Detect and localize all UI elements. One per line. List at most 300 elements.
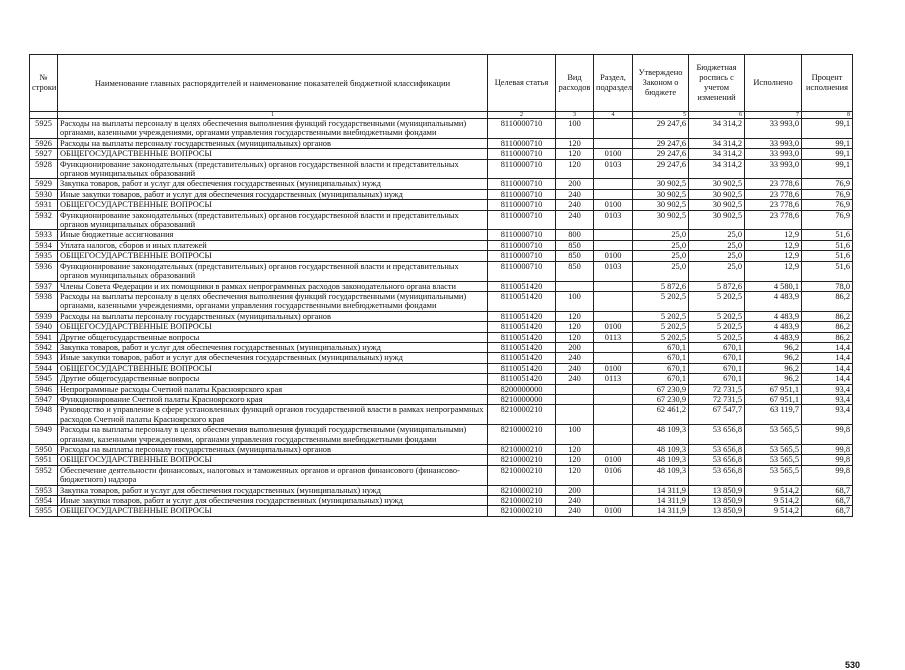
row-approved-cell: 29 247,6 bbox=[633, 119, 689, 139]
table-row bbox=[30, 394, 853, 404]
row-expense-type-cell: 240 bbox=[556, 496, 594, 506]
table-row bbox=[30, 332, 853, 342]
table-row bbox=[30, 353, 853, 363]
row-schedule-cell: 53 656,8 bbox=[689, 465, 745, 485]
row-executed-cell: 63 119,7 bbox=[745, 405, 802, 425]
row-percent-cell: 93,4 bbox=[802, 394, 853, 404]
row-expense-type-cell: 800 bbox=[556, 230, 594, 240]
table-row bbox=[30, 179, 853, 189]
row-percent-cell: 51,6 bbox=[802, 240, 853, 250]
row-number-cell: 5925 bbox=[30, 119, 58, 139]
row-section-cell: 0103 bbox=[594, 210, 633, 230]
row-approved-cell: 30 902,5 bbox=[633, 200, 689, 210]
row-schedule-cell: 34 314,2 bbox=[689, 159, 745, 179]
row-number-cell: 5947 bbox=[30, 394, 58, 404]
row-expense-type-cell: 240 bbox=[556, 353, 594, 363]
row-section-cell bbox=[594, 240, 633, 250]
row-schedule-cell: 5 872,6 bbox=[689, 281, 745, 291]
row-schedule-cell: 53 656,8 bbox=[689, 445, 745, 455]
row-schedule-cell: 670,1 bbox=[689, 363, 745, 373]
row-approved-cell: 14 311,9 bbox=[633, 485, 689, 495]
column-number: 8 bbox=[802, 112, 853, 119]
row-percent-cell: 99,8 bbox=[802, 425, 853, 445]
row-approved-cell: 5 202,5 bbox=[633, 332, 689, 342]
row-percent-cell: 14,4 bbox=[802, 374, 853, 384]
row-number-cell: 5944 bbox=[30, 363, 58, 373]
row-approved-cell: 25,0 bbox=[633, 251, 689, 261]
table-row bbox=[30, 465, 853, 485]
row-schedule-cell: 53 656,8 bbox=[689, 425, 745, 445]
row-target-article-cell: 8110051420 bbox=[488, 353, 556, 363]
row-approved-cell: 25,0 bbox=[633, 240, 689, 250]
table-row bbox=[30, 138, 853, 148]
row-section-cell: 0100 bbox=[594, 149, 633, 159]
row-schedule-cell: 670,1 bbox=[689, 353, 745, 363]
table-row bbox=[30, 506, 853, 516]
row-target-article-cell: 8110000710 bbox=[488, 179, 556, 189]
row-target-article-cell: 8110000710 bbox=[488, 138, 556, 148]
row-number-cell: 5932 bbox=[30, 210, 58, 230]
row-expense-type-cell bbox=[556, 394, 594, 404]
row-schedule-cell: 25,0 bbox=[689, 240, 745, 250]
column-number: 2 bbox=[488, 112, 556, 119]
row-approved-cell: 5 872,6 bbox=[633, 281, 689, 291]
column-number-row bbox=[30, 112, 853, 119]
row-name-cell: Функционирование Счетной палаты Красноярского края bbox=[58, 394, 488, 404]
row-number-cell: 5929 bbox=[30, 179, 58, 189]
row-section-cell bbox=[594, 230, 633, 240]
row-approved-cell: 670,1 bbox=[633, 342, 689, 352]
row-name-cell: Функционирование законодательных (представительных) органов государственной власти и представительных органов муниципальных образований bbox=[58, 261, 488, 281]
row-percent-cell: 76,9 bbox=[802, 179, 853, 189]
row-target-article-cell: 8110051420 bbox=[488, 342, 556, 352]
row-target-article-cell: 8200000000 bbox=[488, 384, 556, 394]
row-target-article-cell: 8110051420 bbox=[488, 363, 556, 373]
row-section-cell bbox=[594, 311, 633, 321]
row-number-cell: 5946 bbox=[30, 384, 58, 394]
row-number-cell: 5926 bbox=[30, 138, 58, 148]
row-percent-cell: 99,1 bbox=[802, 159, 853, 179]
table-row bbox=[30, 281, 853, 291]
row-section-cell bbox=[594, 384, 633, 394]
row-executed-cell: 4 483,9 bbox=[745, 311, 802, 321]
row-executed-cell: 12,9 bbox=[745, 240, 802, 250]
row-executed-cell: 4 483,9 bbox=[745, 332, 802, 342]
table-row bbox=[30, 363, 853, 373]
row-percent-cell: 99,1 bbox=[802, 138, 853, 148]
row-name-cell: ОБЩЕГОСУДАРСТВЕННЫЕ ВОПРОСЫ bbox=[58, 322, 488, 332]
row-expense-type-cell: 120 bbox=[556, 138, 594, 148]
table-row bbox=[30, 425, 853, 445]
row-approved-cell: 670,1 bbox=[633, 374, 689, 384]
table-row bbox=[30, 149, 853, 159]
row-target-article-cell: 8110000710 bbox=[488, 159, 556, 179]
row-target-article-cell: 8110000710 bbox=[488, 230, 556, 240]
row-expense-type-cell: 120 bbox=[556, 332, 594, 342]
table-row bbox=[30, 251, 853, 261]
row-schedule-cell: 5 202,5 bbox=[689, 322, 745, 332]
header-percent: Процент исполнения bbox=[802, 55, 853, 112]
row-number-cell: 5928 bbox=[30, 159, 58, 179]
row-percent-cell: 99,1 bbox=[802, 149, 853, 159]
row-schedule-cell: 13 850,9 bbox=[689, 485, 745, 495]
row-target-article-cell: 8110000710 bbox=[488, 189, 556, 199]
row-name-cell: Расходы на выплаты персоналу в целях обеспечения выполнения функций государственными (муниципальными) органами, казенными учреждениями, органами управления государственными внебюджетными фондами bbox=[58, 291, 488, 311]
budget-table bbox=[29, 54, 853, 517]
row-approved-cell: 30 902,5 bbox=[633, 179, 689, 189]
row-percent-cell: 86,2 bbox=[802, 291, 853, 311]
row-section-cell bbox=[594, 405, 633, 425]
row-name-cell: ОБЩЕГОСУДАРСТВЕННЫЕ ВОПРОСЫ bbox=[58, 455, 488, 465]
row-name-cell: Функционирование законодательных (представительных) органов государственной власти и представительных органов муниципальных образований bbox=[58, 210, 488, 230]
row-section-cell: 0100 bbox=[594, 200, 633, 210]
row-percent-cell: 51,6 bbox=[802, 251, 853, 261]
row-percent-cell: 93,4 bbox=[802, 384, 853, 394]
row-executed-cell: 33 993,0 bbox=[745, 159, 802, 179]
row-schedule-cell: 25,0 bbox=[689, 251, 745, 261]
row-approved-cell: 670,1 bbox=[633, 353, 689, 363]
table-row bbox=[30, 189, 853, 199]
row-number-cell: 5943 bbox=[30, 353, 58, 363]
row-expense-type-cell bbox=[556, 384, 594, 394]
row-approved-cell: 48 109,3 bbox=[633, 425, 689, 445]
row-name-cell: ОБЩЕГОСУДАРСТВЕННЫЕ ВОПРОСЫ bbox=[58, 363, 488, 373]
row-section-cell: 0106 bbox=[594, 465, 633, 485]
row-target-article-cell: 8210000210 bbox=[488, 405, 556, 425]
table-row bbox=[30, 119, 853, 139]
row-expense-type-cell: 200 bbox=[556, 179, 594, 189]
row-target-article-cell: 8110051420 bbox=[488, 332, 556, 342]
row-name-cell: Непрограммные расходы Счетной палаты Красноярского края bbox=[58, 384, 488, 394]
row-target-article-cell: 8110051420 bbox=[488, 281, 556, 291]
row-expense-type-cell: 120 bbox=[556, 445, 594, 455]
row-approved-cell: 48 109,3 bbox=[633, 455, 689, 465]
row-schedule-cell: 5 202,5 bbox=[689, 291, 745, 311]
table-row bbox=[30, 291, 853, 311]
row-expense-type-cell: 120 bbox=[556, 311, 594, 321]
row-number-cell: 5949 bbox=[30, 425, 58, 445]
table-row bbox=[30, 210, 853, 230]
row-approved-cell: 14 311,9 bbox=[633, 496, 689, 506]
row-approved-cell: 29 247,6 bbox=[633, 159, 689, 179]
row-number-cell: 5942 bbox=[30, 342, 58, 352]
row-executed-cell: 4 483,9 bbox=[745, 291, 802, 311]
budget-report-page bbox=[29, 54, 861, 670]
row-expense-type-cell: 850 bbox=[556, 240, 594, 250]
row-section-cell bbox=[594, 425, 633, 445]
row-number-cell: 5931 bbox=[30, 200, 58, 210]
row-number-cell: 5948 bbox=[30, 405, 58, 425]
row-schedule-cell: 670,1 bbox=[689, 374, 745, 384]
row-name-cell: Расходы на выплаты персоналу государственных (муниципальных) органов bbox=[58, 311, 488, 321]
row-executed-cell: 23 778,6 bbox=[745, 179, 802, 189]
row-executed-cell: 33 993,0 bbox=[745, 119, 802, 139]
row-executed-cell: 67 951,1 bbox=[745, 394, 802, 404]
row-target-article-cell: 8110000710 bbox=[488, 240, 556, 250]
row-number-cell: 5951 bbox=[30, 455, 58, 465]
row-target-article-cell: 8210000210 bbox=[488, 485, 556, 495]
row-name-cell: Функционирование законодательных (представительных) органов государственной власти и представительных органов муниципальных образований bbox=[58, 159, 488, 179]
row-number-cell: 5936 bbox=[30, 261, 58, 281]
row-target-article-cell: 8210000210 bbox=[488, 445, 556, 455]
table-row bbox=[30, 200, 853, 210]
row-approved-cell: 5 202,5 bbox=[633, 322, 689, 332]
row-expense-type-cell: 240 bbox=[556, 210, 594, 230]
row-approved-cell: 14 311,9 bbox=[633, 506, 689, 516]
row-target-article-cell: 8110000710 bbox=[488, 200, 556, 210]
row-name-cell: Другие общегосударственные вопросы bbox=[58, 374, 488, 384]
row-executed-cell: 9 514,2 bbox=[745, 506, 802, 516]
row-number-cell: 5930 bbox=[30, 189, 58, 199]
column-number: 5 bbox=[633, 112, 689, 119]
row-executed-cell: 33 993,0 bbox=[745, 138, 802, 148]
row-approved-cell: 29 247,6 bbox=[633, 149, 689, 159]
table-header bbox=[30, 55, 853, 119]
row-percent-cell: 68,7 bbox=[802, 506, 853, 516]
column-number: 1 bbox=[58, 112, 488, 119]
row-expense-type-cell: 240 bbox=[556, 506, 594, 516]
row-schedule-cell: 67 547,7 bbox=[689, 405, 745, 425]
table-row bbox=[30, 445, 853, 455]
row-name-cell: Расходы на выплаты персоналу в целях обеспечения выполнения функций государственными (муниципальными) органами, казенными учреждениями, органами управления государственными внебюджетными фондами bbox=[58, 425, 488, 445]
row-number-cell: 5939 bbox=[30, 311, 58, 321]
row-executed-cell: 96,2 bbox=[745, 374, 802, 384]
row-percent-cell: 93,4 bbox=[802, 405, 853, 425]
row-approved-cell: 67 230,9 bbox=[633, 384, 689, 394]
row-executed-cell: 53 565,5 bbox=[745, 445, 802, 455]
row-name-cell: Иные закупки товаров, работ и услуг для обеспечения государственных (муниципальных) нужд bbox=[58, 189, 488, 199]
row-name-cell: ОБЩЕГОСУДАРСТВЕННЫЕ ВОПРОСЫ bbox=[58, 506, 488, 516]
row-approved-cell: 5 202,5 bbox=[633, 311, 689, 321]
row-name-cell: Закупка товаров, работ и услуг для обеспечения государственных (муниципальных) нужд bbox=[58, 342, 488, 352]
row-percent-cell: 99,8 bbox=[802, 445, 853, 455]
row-section-cell: 0100 bbox=[594, 455, 633, 465]
row-section-cell: 0113 bbox=[594, 332, 633, 342]
row-schedule-cell: 72 731,5 bbox=[689, 394, 745, 404]
row-number-cell: 5938 bbox=[30, 291, 58, 311]
row-schedule-cell: 5 202,5 bbox=[689, 332, 745, 342]
column-number: 6 bbox=[689, 112, 745, 119]
row-name-cell: Иные закупки товаров, работ и услуг для обеспечения государственных (муниципальных) нужд bbox=[58, 496, 488, 506]
row-schedule-cell: 25,0 bbox=[689, 261, 745, 281]
row-target-article-cell: 8110051420 bbox=[488, 291, 556, 311]
row-target-article-cell: 8110051420 bbox=[488, 311, 556, 321]
row-approved-cell: 30 902,5 bbox=[633, 210, 689, 230]
row-section-cell: 0103 bbox=[594, 261, 633, 281]
row-expense-type-cell: 120 bbox=[556, 465, 594, 485]
row-executed-cell: 9 514,2 bbox=[745, 485, 802, 495]
row-schedule-cell: 5 202,5 bbox=[689, 311, 745, 321]
row-name-cell: Руководство и управление в сфере установленных функций органов государственной власти в рамках непрограммных расходов Счетной палаты Красноярского края bbox=[58, 405, 488, 425]
row-section-cell bbox=[594, 291, 633, 311]
row-target-article-cell: 8110000710 bbox=[488, 210, 556, 230]
row-expense-type-cell: 120 bbox=[556, 455, 594, 465]
row-schedule-cell: 53 656,8 bbox=[689, 455, 745, 465]
row-number-cell: 5952 bbox=[30, 465, 58, 485]
row-schedule-cell: 30 902,5 bbox=[689, 200, 745, 210]
column-number: 3 bbox=[556, 112, 594, 119]
row-approved-cell: 30 902,5 bbox=[633, 189, 689, 199]
row-executed-cell: 23 778,6 bbox=[745, 200, 802, 210]
row-name-cell: ОБЩЕГОСУДАРСТВЕННЫЕ ВОПРОСЫ bbox=[58, 200, 488, 210]
header-row-no: № строки bbox=[30, 55, 58, 112]
table-row bbox=[30, 485, 853, 495]
row-section-cell bbox=[594, 189, 633, 199]
row-number-cell: 5953 bbox=[30, 485, 58, 495]
table-row bbox=[30, 261, 853, 281]
row-executed-cell: 4 580,1 bbox=[745, 281, 802, 291]
row-schedule-cell: 34 314,2 bbox=[689, 149, 745, 159]
row-executed-cell: 12,9 bbox=[745, 261, 802, 281]
row-expense-type-cell: 240 bbox=[556, 374, 594, 384]
row-target-article-cell: 8110000710 bbox=[488, 149, 556, 159]
row-section-cell bbox=[594, 281, 633, 291]
row-percent-cell: 68,7 bbox=[802, 485, 853, 495]
row-expense-type-cell: 240 bbox=[556, 189, 594, 199]
header-approved: Утверждено Законом о бюджете bbox=[633, 55, 689, 112]
row-section-cell bbox=[594, 119, 633, 139]
table-row bbox=[30, 374, 853, 384]
row-percent-cell: 99,8 bbox=[802, 465, 853, 485]
row-executed-cell: 53 565,5 bbox=[745, 425, 802, 445]
row-executed-cell: 53 565,5 bbox=[745, 465, 802, 485]
column-number bbox=[30, 112, 58, 119]
table-row bbox=[30, 405, 853, 425]
row-schedule-cell: 34 314,2 bbox=[689, 138, 745, 148]
row-executed-cell: 96,2 bbox=[745, 342, 802, 352]
row-percent-cell: 78,0 bbox=[802, 281, 853, 291]
row-executed-cell: 9 514,2 bbox=[745, 496, 802, 506]
row-section-cell: 0100 bbox=[594, 251, 633, 261]
row-number-cell: 5955 bbox=[30, 506, 58, 516]
row-name-cell: Члены Совета Федерации и их помощники в рамках непрограммных расходов законодательного органа власти bbox=[58, 281, 488, 291]
row-name-cell: Расходы на выплаты персоналу государственных (муниципальных) органов bbox=[58, 445, 488, 455]
row-schedule-cell: 30 902,5 bbox=[689, 189, 745, 199]
row-executed-cell: 33 993,0 bbox=[745, 149, 802, 159]
row-percent-cell: 86,2 bbox=[802, 322, 853, 332]
row-section-cell bbox=[594, 179, 633, 189]
row-number-cell: 5945 bbox=[30, 374, 58, 384]
row-percent-cell: 76,9 bbox=[802, 210, 853, 230]
header-target-article: Целевая статья bbox=[488, 55, 556, 112]
row-name-cell: Обеспечение деятельности финансовых, налоговых и таможенных органов и органов финансового (финансово-бюджетного) надзора bbox=[58, 465, 488, 485]
row-target-article-cell: 8110051420 bbox=[488, 374, 556, 384]
row-percent-cell: 99,1 bbox=[802, 119, 853, 139]
row-section-cell bbox=[594, 445, 633, 455]
row-target-article-cell: 8110051420 bbox=[488, 322, 556, 332]
row-number-cell: 5937 bbox=[30, 281, 58, 291]
row-executed-cell: 53 565,5 bbox=[745, 455, 802, 465]
table-row bbox=[30, 159, 853, 179]
row-number-cell: 5927 bbox=[30, 149, 58, 159]
row-schedule-cell: 13 850,9 bbox=[689, 506, 745, 516]
row-approved-cell: 62 461,2 bbox=[633, 405, 689, 425]
row-expense-type-cell: 240 bbox=[556, 363, 594, 373]
row-executed-cell: 4 483,9 bbox=[745, 322, 802, 332]
row-expense-type-cell: 100 bbox=[556, 291, 594, 311]
row-target-article-cell: 8110000710 bbox=[488, 261, 556, 281]
table-row bbox=[30, 311, 853, 321]
row-target-article-cell: 8210000210 bbox=[488, 496, 556, 506]
table-row bbox=[30, 342, 853, 352]
row-approved-cell: 48 109,3 bbox=[633, 445, 689, 455]
row-approved-cell: 25,0 bbox=[633, 230, 689, 240]
row-percent-cell: 51,6 bbox=[802, 230, 853, 240]
row-section-cell: 0100 bbox=[594, 322, 633, 332]
row-target-article-cell: 8210000210 bbox=[488, 455, 556, 465]
row-name-cell: Иные закупки товаров, работ и услуг для обеспечения государственных (муниципальных) нужд bbox=[58, 353, 488, 363]
row-name-cell: Иные бюджетные ассигнования bbox=[58, 230, 488, 240]
row-executed-cell: 96,2 bbox=[745, 363, 802, 373]
row-name-cell: Уплата налогов, сборов и иных платежей bbox=[58, 240, 488, 250]
row-approved-cell: 48 109,3 bbox=[633, 465, 689, 485]
row-executed-cell: 96,2 bbox=[745, 353, 802, 363]
table-row bbox=[30, 384, 853, 394]
row-target-article-cell: 8210000000 bbox=[488, 394, 556, 404]
row-number-cell: 5941 bbox=[30, 332, 58, 342]
row-number-cell: 5935 bbox=[30, 251, 58, 261]
row-target-article-cell: 8210000210 bbox=[488, 506, 556, 516]
row-percent-cell: 76,9 bbox=[802, 200, 853, 210]
row-target-article-cell: 8210000210 bbox=[488, 465, 556, 485]
row-name-cell: Закупка товаров, работ и услуг для обеспечения государственных (муниципальных) нужд bbox=[58, 179, 488, 189]
row-number-cell: 5940 bbox=[30, 322, 58, 332]
row-schedule-cell: 670,1 bbox=[689, 342, 745, 352]
row-target-article-cell: 8210000210 bbox=[488, 425, 556, 445]
row-schedule-cell: 72 731,5 bbox=[689, 384, 745, 394]
row-percent-cell: 14,4 bbox=[802, 353, 853, 363]
row-target-article-cell: 8110000710 bbox=[488, 251, 556, 261]
row-number-cell: 5934 bbox=[30, 240, 58, 250]
row-expense-type-cell: 100 bbox=[556, 119, 594, 139]
row-approved-cell: 670,1 bbox=[633, 363, 689, 373]
row-expense-type-cell: 200 bbox=[556, 342, 594, 352]
row-section-cell: 0100 bbox=[594, 506, 633, 516]
row-expense-type-cell bbox=[556, 281, 594, 291]
row-expense-type-cell: 120 bbox=[556, 159, 594, 179]
header-expense-type: Вид расходов bbox=[556, 55, 594, 112]
row-expense-type-cell: 200 bbox=[556, 485, 594, 495]
row-expense-type-cell: 850 bbox=[556, 261, 594, 281]
table-row bbox=[30, 240, 853, 250]
row-name-cell: Расходы на выплаты персоналу государственных (муниципальных) органов bbox=[58, 138, 488, 148]
header-schedule: Бюджетная роспись с учетом изменений bbox=[689, 55, 745, 112]
row-percent-cell: 86,2 bbox=[802, 311, 853, 321]
table-row bbox=[30, 322, 853, 332]
row-expense-type-cell: 100 bbox=[556, 425, 594, 445]
row-approved-cell: 29 247,6 bbox=[633, 138, 689, 148]
row-percent-cell: 86,2 bbox=[802, 332, 853, 342]
page-number: 530 bbox=[845, 660, 861, 670]
row-schedule-cell: 30 902,5 bbox=[689, 179, 745, 189]
row-approved-cell: 25,0 bbox=[633, 261, 689, 281]
row-percent-cell: 51,6 bbox=[802, 261, 853, 281]
row-section-cell bbox=[594, 353, 633, 363]
row-section-cell bbox=[594, 342, 633, 352]
row-number-cell: 5954 bbox=[30, 496, 58, 506]
header-executed: Исполнено bbox=[745, 55, 802, 112]
row-name-cell: Закупка товаров, работ и услуг для обеспечения государственных (муниципальных) нужд bbox=[58, 485, 488, 495]
row-schedule-cell: 30 902,5 bbox=[689, 210, 745, 230]
row-percent-cell: 99,8 bbox=[802, 455, 853, 465]
row-section-cell bbox=[594, 496, 633, 506]
row-percent-cell: 14,4 bbox=[802, 363, 853, 373]
header-name: Наименование главных распорядителей и наименование показателей бюджетной классификации bbox=[58, 55, 488, 112]
row-schedule-cell: 34 314,2 bbox=[689, 119, 745, 139]
row-section-cell bbox=[594, 394, 633, 404]
row-schedule-cell: 13 850,9 bbox=[689, 496, 745, 506]
row-executed-cell: 12,9 bbox=[745, 230, 802, 240]
